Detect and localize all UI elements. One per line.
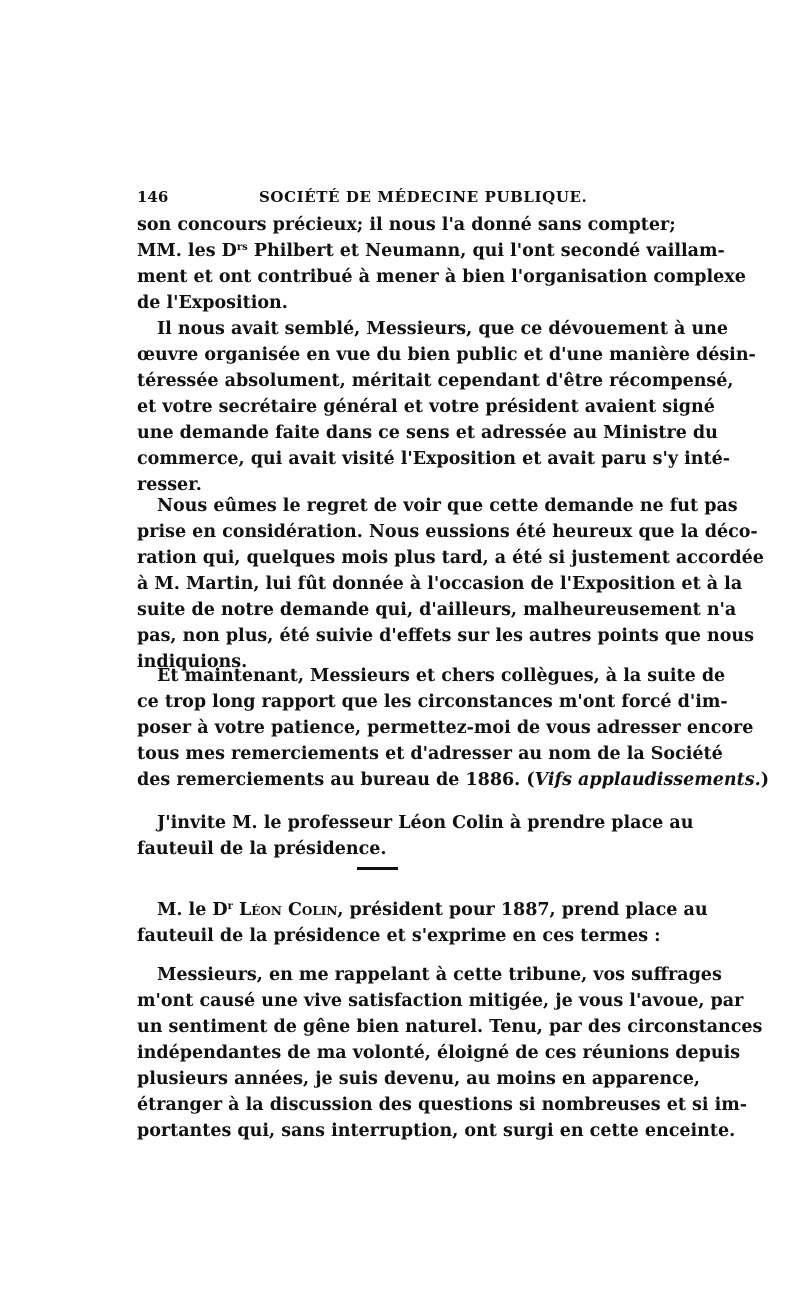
text-line: Nous eûmes le regret de voir que cette demande ne fut pas <box>157 496 738 516</box>
text-line: à M. Martin, lui fût donnée à l'occasion de l'Exposition et à la <box>137 574 743 594</box>
text-line: fauteuil de la présidence. <box>137 839 387 859</box>
text-line: Messieurs, en me rappelant à cette tribune, vos suffrages <box>157 965 722 985</box>
text-line: MM. les $D^{rs}$ Philbert et Neumann, qui l'ont secondé vaillam- <box>137 241 725 261</box>
text-line: et votre secrétaire général et votre président avaient signé <box>137 397 715 417</box>
paragraph-recompense <box>137 316 756 498</box>
text-line: J'invite M. le professeur Léon Colin à prendre place au <box>157 813 694 833</box>
text-line: pas, non plus, été suivie d'effets sur les autres points que nous <box>137 626 754 646</box>
text-line: m'ont causé une vive satisfaction mitigée, je vous l'avoue, par <box>137 991 744 1011</box>
text-line: M. le $D^r$ Léon Colin, président pour 1887, prend place au <box>157 900 708 920</box>
applause-note: Vifs applaudissements. <box>534 770 761 790</box>
text-line: une demande faite dans ce sens et adressée au Ministre du <box>137 423 718 443</box>
paragraph-continuation <box>137 212 746 316</box>
text-line: ration qui, quelques mois plus tard, a été si justement accordée <box>137 548 764 568</box>
text-line: Il nous avait semblé, Messieurs, que ce dévouement à une <box>157 319 729 339</box>
text-line: ce trop long rapport que les circonstances m'ont forcé d'im- <box>137 692 728 712</box>
paragraph-president-intro <box>137 897 708 949</box>
speaker-name: Léon Colin <box>238 900 338 920</box>
text-line: un sentiment de gêne bien naturel. Tenu, par des circonstances <box>137 1017 763 1037</box>
text-line: Et maintenant, Messieurs et chers collègues, à la suite de <box>157 666 726 686</box>
text-line: tous mes remerciements et d'adresser au nom de la Société <box>137 744 723 764</box>
running-title: SOCIÉTÉ DE MÉDECINE PUBLIQUE. <box>259 188 588 206</box>
section-divider <box>357 867 398 870</box>
paragraph-invitation <box>137 810 694 862</box>
paragraph-speech <box>137 962 763 1144</box>
text-line: fauteuil de la présidence et s'exprime en ces termes : <box>137 926 661 946</box>
text-line: des remerciements au bureau de 1886. (Vifs applaudissements.) <box>137 770 769 790</box>
page-header <box>137 185 665 209</box>
paragraph-regret <box>137 493 764 675</box>
text-line: téressée absolument, méritait cependant d'être récompensé, <box>137 371 734 391</box>
text-line: prise en considération. Nous eussions été heureux que la déco- <box>137 522 758 542</box>
text-line: plusieurs années, je suis devenu, au moins en apparence, <box>137 1069 700 1089</box>
text-line: œuvre organisée en vue du bien public et d'une manière désin- <box>137 345 756 365</box>
text-line: portantes qui, sans interruption, ont surgi en cette enceinte. <box>137 1121 736 1141</box>
text-line: suite de notre demande qui, d'ailleurs, malheureusement n'a <box>137 600 737 620</box>
text-line: étranger à la discussion des questions si nombreuses et si im- <box>137 1095 748 1115</box>
text-line: indépendantes de ma volonté, éloigné de ces réunions depuis <box>137 1043 741 1063</box>
text-line: son concours précieux; il nous l'a donné sans compter; <box>137 215 676 235</box>
paragraph-remerciements <box>137 663 769 793</box>
text-line: resser. <box>137 475 202 495</box>
text-line: de l'Exposition. <box>137 293 288 313</box>
text-line: poser à votre patience, permettez-moi de vous adresser encore <box>137 718 754 738</box>
text-line: indiquions. <box>137 652 248 672</box>
text-line: commerce, qui avait visité l'Exposition et avait paru s'y inté- <box>137 449 731 469</box>
page-number: 146 <box>137 188 169 206</box>
text-line: ment et ont contribué à mener à bien l'organisation complexe <box>137 267 746 287</box>
